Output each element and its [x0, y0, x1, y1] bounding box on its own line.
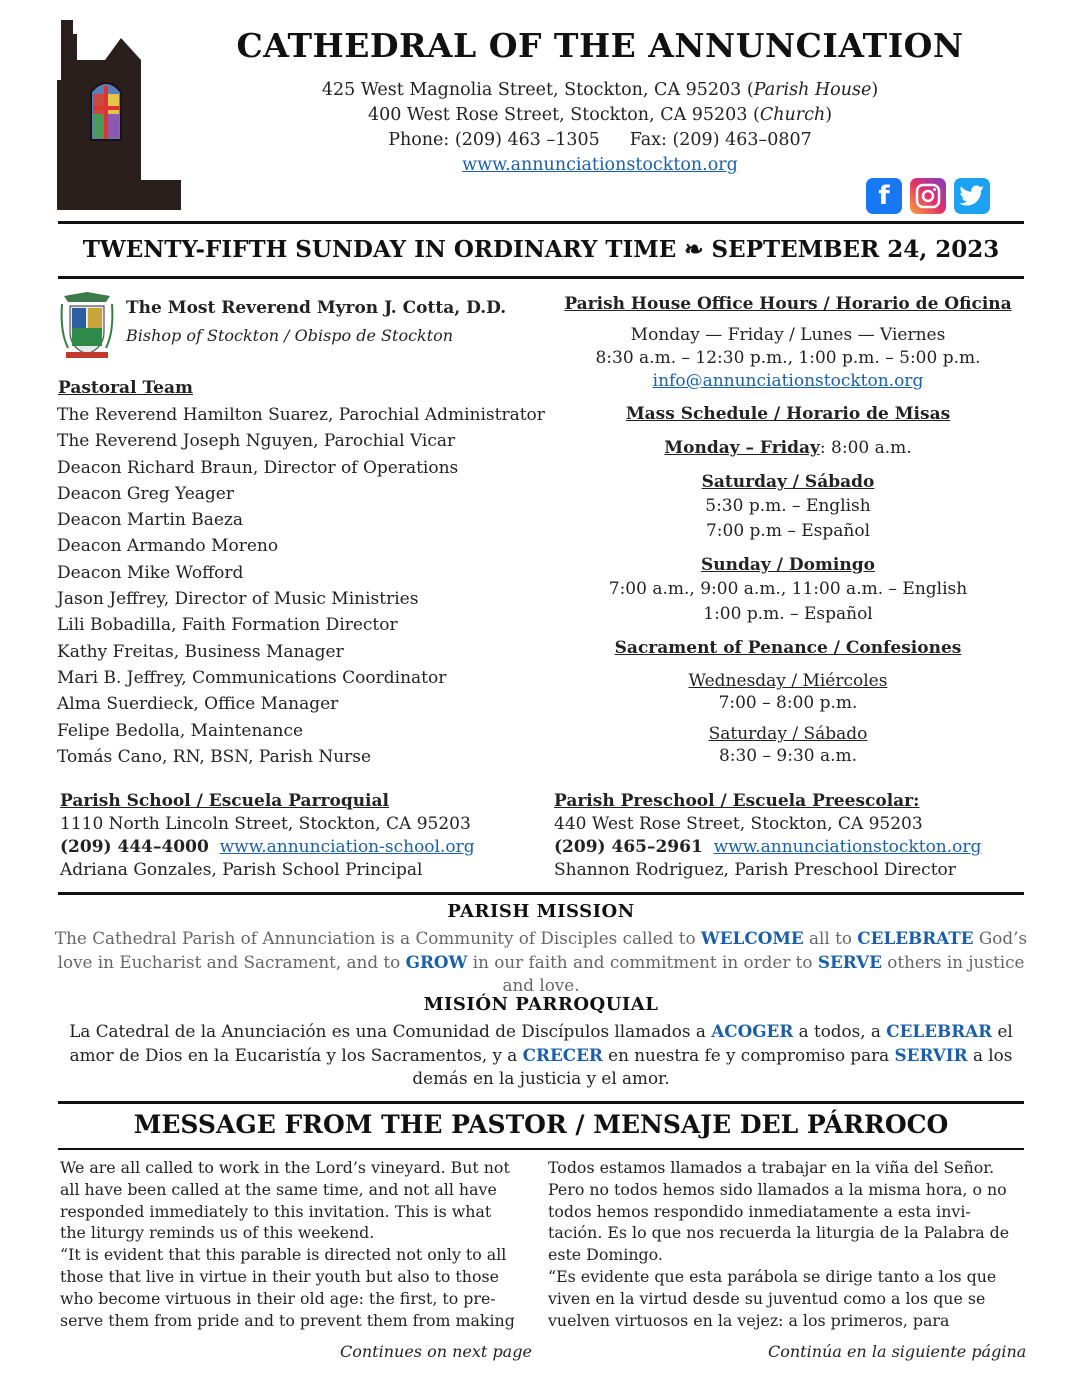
- team-member: The Reverend Hamilton Suarez, Parochial Administrator: [57, 405, 545, 425]
- mass-schedule-heading: Mass Schedule / Horario de Misas: [625, 404, 951, 424]
- pastoral-team-list: [57, 402, 545, 770]
- preschool-address: 440 West Rose Street, Stockton, CA 95203: [554, 814, 923, 834]
- church-address: 400 West Rose Street, Stockton, CA 95203 (Church): [367, 105, 833, 125]
- parish-mission-text: The Cathedral Parish of Annunciation is a Community of Disciples called to WELCOME all to CELEBRATE God’s love in Eucharist and Sacrament, and to GROW in our faith and commitment in order to SERVE others in justice and love.: [54, 928, 1028, 995]
- phone-number: Phone: (209) 463 –1305: [388, 130, 600, 150]
- penance-heading: Sacrament of Penance / Confesiones: [614, 638, 962, 658]
- team-member: Deacon Mike Wofford: [57, 562, 244, 583]
- preschool-website-link[interactable]: www.annunciationstockton.org: [713, 837, 982, 857]
- message-line: We are all called to work in the Lord’s vineyard. But not: [60, 1158, 510, 1177]
- team-member: Tomás Cano, RN, BSN, Parish Nurse: [57, 746, 372, 767]
- pastor-message-english: [60, 1157, 530, 1331]
- pastor-message-spanish: [548, 1157, 1018, 1331]
- team-member: Deacon Martin Baeza: [57, 510, 244, 531]
- bishop-name: The Most Reverend Myron J. Cotta, D.D.: [126, 298, 507, 318]
- date-divider: [58, 276, 1024, 279]
- social-links: [866, 178, 990, 216]
- bishop-title: Bishop of Stockton / Obispo de Stockton: [126, 326, 454, 345]
- preschool-director: Shannon Rodriguez, Parish Preschool Director: [554, 860, 956, 880]
- message-line: Todos estamos llamados a trabajar en la viña del Señor.: [548, 1158, 995, 1177]
- school-heading: Parish School / Escuela Parroquial: [60, 791, 389, 811]
- message-line: este Domingo.: [548, 1245, 663, 1265]
- message-line: Pero no todos hemos sido llamados a la misma hora, o no: [548, 1179, 1007, 1199]
- fax-number: Fax: (209) 463–0807: [629, 130, 812, 150]
- mission-divider: [58, 1101, 1024, 1104]
- office-days: Monday — Friday / Lunes — Viernes: [630, 325, 946, 345]
- contact-block: [200, 78, 1000, 178]
- message-line: the liturgy reminds us of this weekend.: [60, 1223, 375, 1243]
- schedule-column: [562, 292, 1014, 767]
- instagram-icon[interactable]: [910, 178, 946, 214]
- school-principal: Adriana Gonzales, Parish School Principal: [60, 860, 423, 880]
- preschool-heading: Parish Preschool / Escuela Preescolar:: [554, 791, 920, 811]
- team-member: Deacon Richard Braun, Director of Operations: [57, 457, 459, 478]
- cathedral-logo-icon: [55, 20, 183, 212]
- office-hours-heading: Parish House Office Hours / Horario de Oficina: [564, 294, 1012, 314]
- mision-parroquial-heading: MISIÓN PARROQUIAL: [423, 994, 659, 1015]
- team-member: Lili Bobadilla, Faith Formation Director: [57, 615, 398, 636]
- schools-divider: [58, 892, 1024, 895]
- liturgical-date-heading: TWENTY-FIFTH SUNDAY IN ORDINARY TIME ❧ SEPTEMBER 24, 2023: [82, 236, 1000, 263]
- phone-fax: [200, 128, 1000, 153]
- message-line: viven en la virtud desde su juventud como a los que se: [548, 1288, 986, 1308]
- preschool-contact: (209) 465–2961 www.annunciationstockton.org: [554, 837, 982, 857]
- saturday-mass-heading: Saturday / Sábado: [701, 472, 875, 492]
- message-line: tación. Es lo que nos recuerda la liturgia de la Palabra de: [548, 1223, 1010, 1243]
- message-line: vuelven virtuosos en la vejez: a los primeros, para: [548, 1310, 950, 1330]
- saturday-mass-time: 7:00 p.m – Español: [705, 521, 871, 541]
- mision-parroquial-text: La Catedral de la Anunciación es una Comunidad de Discípulos llamados a ACOGER a todos, a CELEBRAR el amor de Dios en la Eucaristía y los Sacramentos, y a CRECER en nuestra fe y compromiso para SERVIR a los demás en la justicia y el amor.: [69, 1021, 1013, 1088]
- team-member: Mari B. Jeffrey, Communications Coordinator: [57, 667, 447, 688]
- message-line: serve them from pride and to prevent them from making: [60, 1310, 515, 1330]
- sunday-mass-heading: Sunday / Domingo: [701, 555, 875, 575]
- saturday-mass-time: 5:30 p.m. – English: [705, 496, 871, 516]
- penance-saturday: Saturday / Sábado: [708, 724, 868, 744]
- continues-next-page[interactable]: Continues on next page: [340, 1342, 532, 1361]
- parish-school-block: [60, 790, 475, 882]
- continua-siguiente-pagina[interactable]: Continúa en la siguiente página: [768, 1342, 1027, 1361]
- message-line: all have been called at the same time, and not all have: [60, 1179, 497, 1199]
- facebook-icon[interactable]: f: [866, 178, 902, 214]
- message-line: those that live in virtue in their youth but also to those: [60, 1266, 499, 1286]
- team-member: Kathy Freitas, Business Manager: [57, 641, 344, 662]
- sunday-mass-time: 1:00 p.m. – Español: [703, 604, 873, 624]
- penance-wednesday: Wednesday / Miércoles: [688, 671, 888, 691]
- message-line: “It is evident that this parable is directed not only to all: [60, 1245, 507, 1265]
- school-website-link[interactable]: www.annunciation-school.org: [219, 837, 475, 857]
- cathedral-title: CATHEDRAL OF THE ANNUNCIATION: [236, 26, 964, 65]
- parish-preschool-block: [554, 790, 981, 882]
- team-member: Felipe Bedolla, Maintenance: [57, 720, 304, 741]
- message-line: “Es evidente que esta parábola se dirige tanto a los que: [548, 1266, 997, 1286]
- penance-saturday-time: 8:30 – 9:30 a.m.: [718, 746, 858, 766]
- team-member: Deacon Armando Moreno: [57, 536, 279, 557]
- school-contact: (209) 444–4000 www.annunciation-school.org: [60, 837, 475, 857]
- message-divider: [58, 1148, 1024, 1150]
- website-link[interactable]: www.annunciationstockton.org: [462, 155, 738, 175]
- message-line: who become virtuous in their old age: the first, to pre-: [60, 1288, 496, 1308]
- office-hours: 8:30 a.m. – 12:30 p.m., 1:00 p.m. – 5:00 p.m.: [595, 348, 981, 368]
- team-member: Jason Jeffrey, Director of Music Ministries: [57, 589, 419, 610]
- parish-house-address: 425 West Magnolia Street, Stockton, CA 95203 (Parish House): [321, 80, 879, 100]
- message-line: todos hemos respondido inmediatamente a esta invi-: [548, 1201, 971, 1221]
- twitter-icon[interactable]: [954, 178, 990, 214]
- penance-wednesday-time: 7:00 – 8:00 p.m.: [718, 693, 858, 713]
- pastor-message-heading: MESSAGE FROM THE PASTOR / MENSAJE DEL PÁRROCO: [133, 1110, 949, 1139]
- team-member: The Reverend Joseph Nguyen, Parochial Vicar: [57, 431, 456, 452]
- weekday-mass: Monday – Friday: 8:00 a.m.: [664, 438, 912, 458]
- pastoral-team-heading: Pastoral Team: [58, 378, 193, 398]
- bishop-coat-of-arms-icon: [58, 292, 116, 360]
- school-address: 1110 North Lincoln Street, Stockton, CA 95203: [60, 814, 471, 834]
- header-divider: [58, 221, 1024, 224]
- sunday-mass-time: 7:00 a.m., 9:00 a.m., 11:00 a.m. – English: [608, 579, 968, 599]
- email-link[interactable]: info@annunciationstockton.org: [652, 371, 924, 391]
- team-member: Alma Suerdieck, Office Manager: [57, 694, 339, 715]
- parish-mission-heading: PARISH MISSION: [447, 901, 635, 922]
- team-member: Deacon Greg Yeager: [57, 483, 234, 504]
- message-line: responded immediately to this invitation. This is what: [60, 1201, 492, 1221]
